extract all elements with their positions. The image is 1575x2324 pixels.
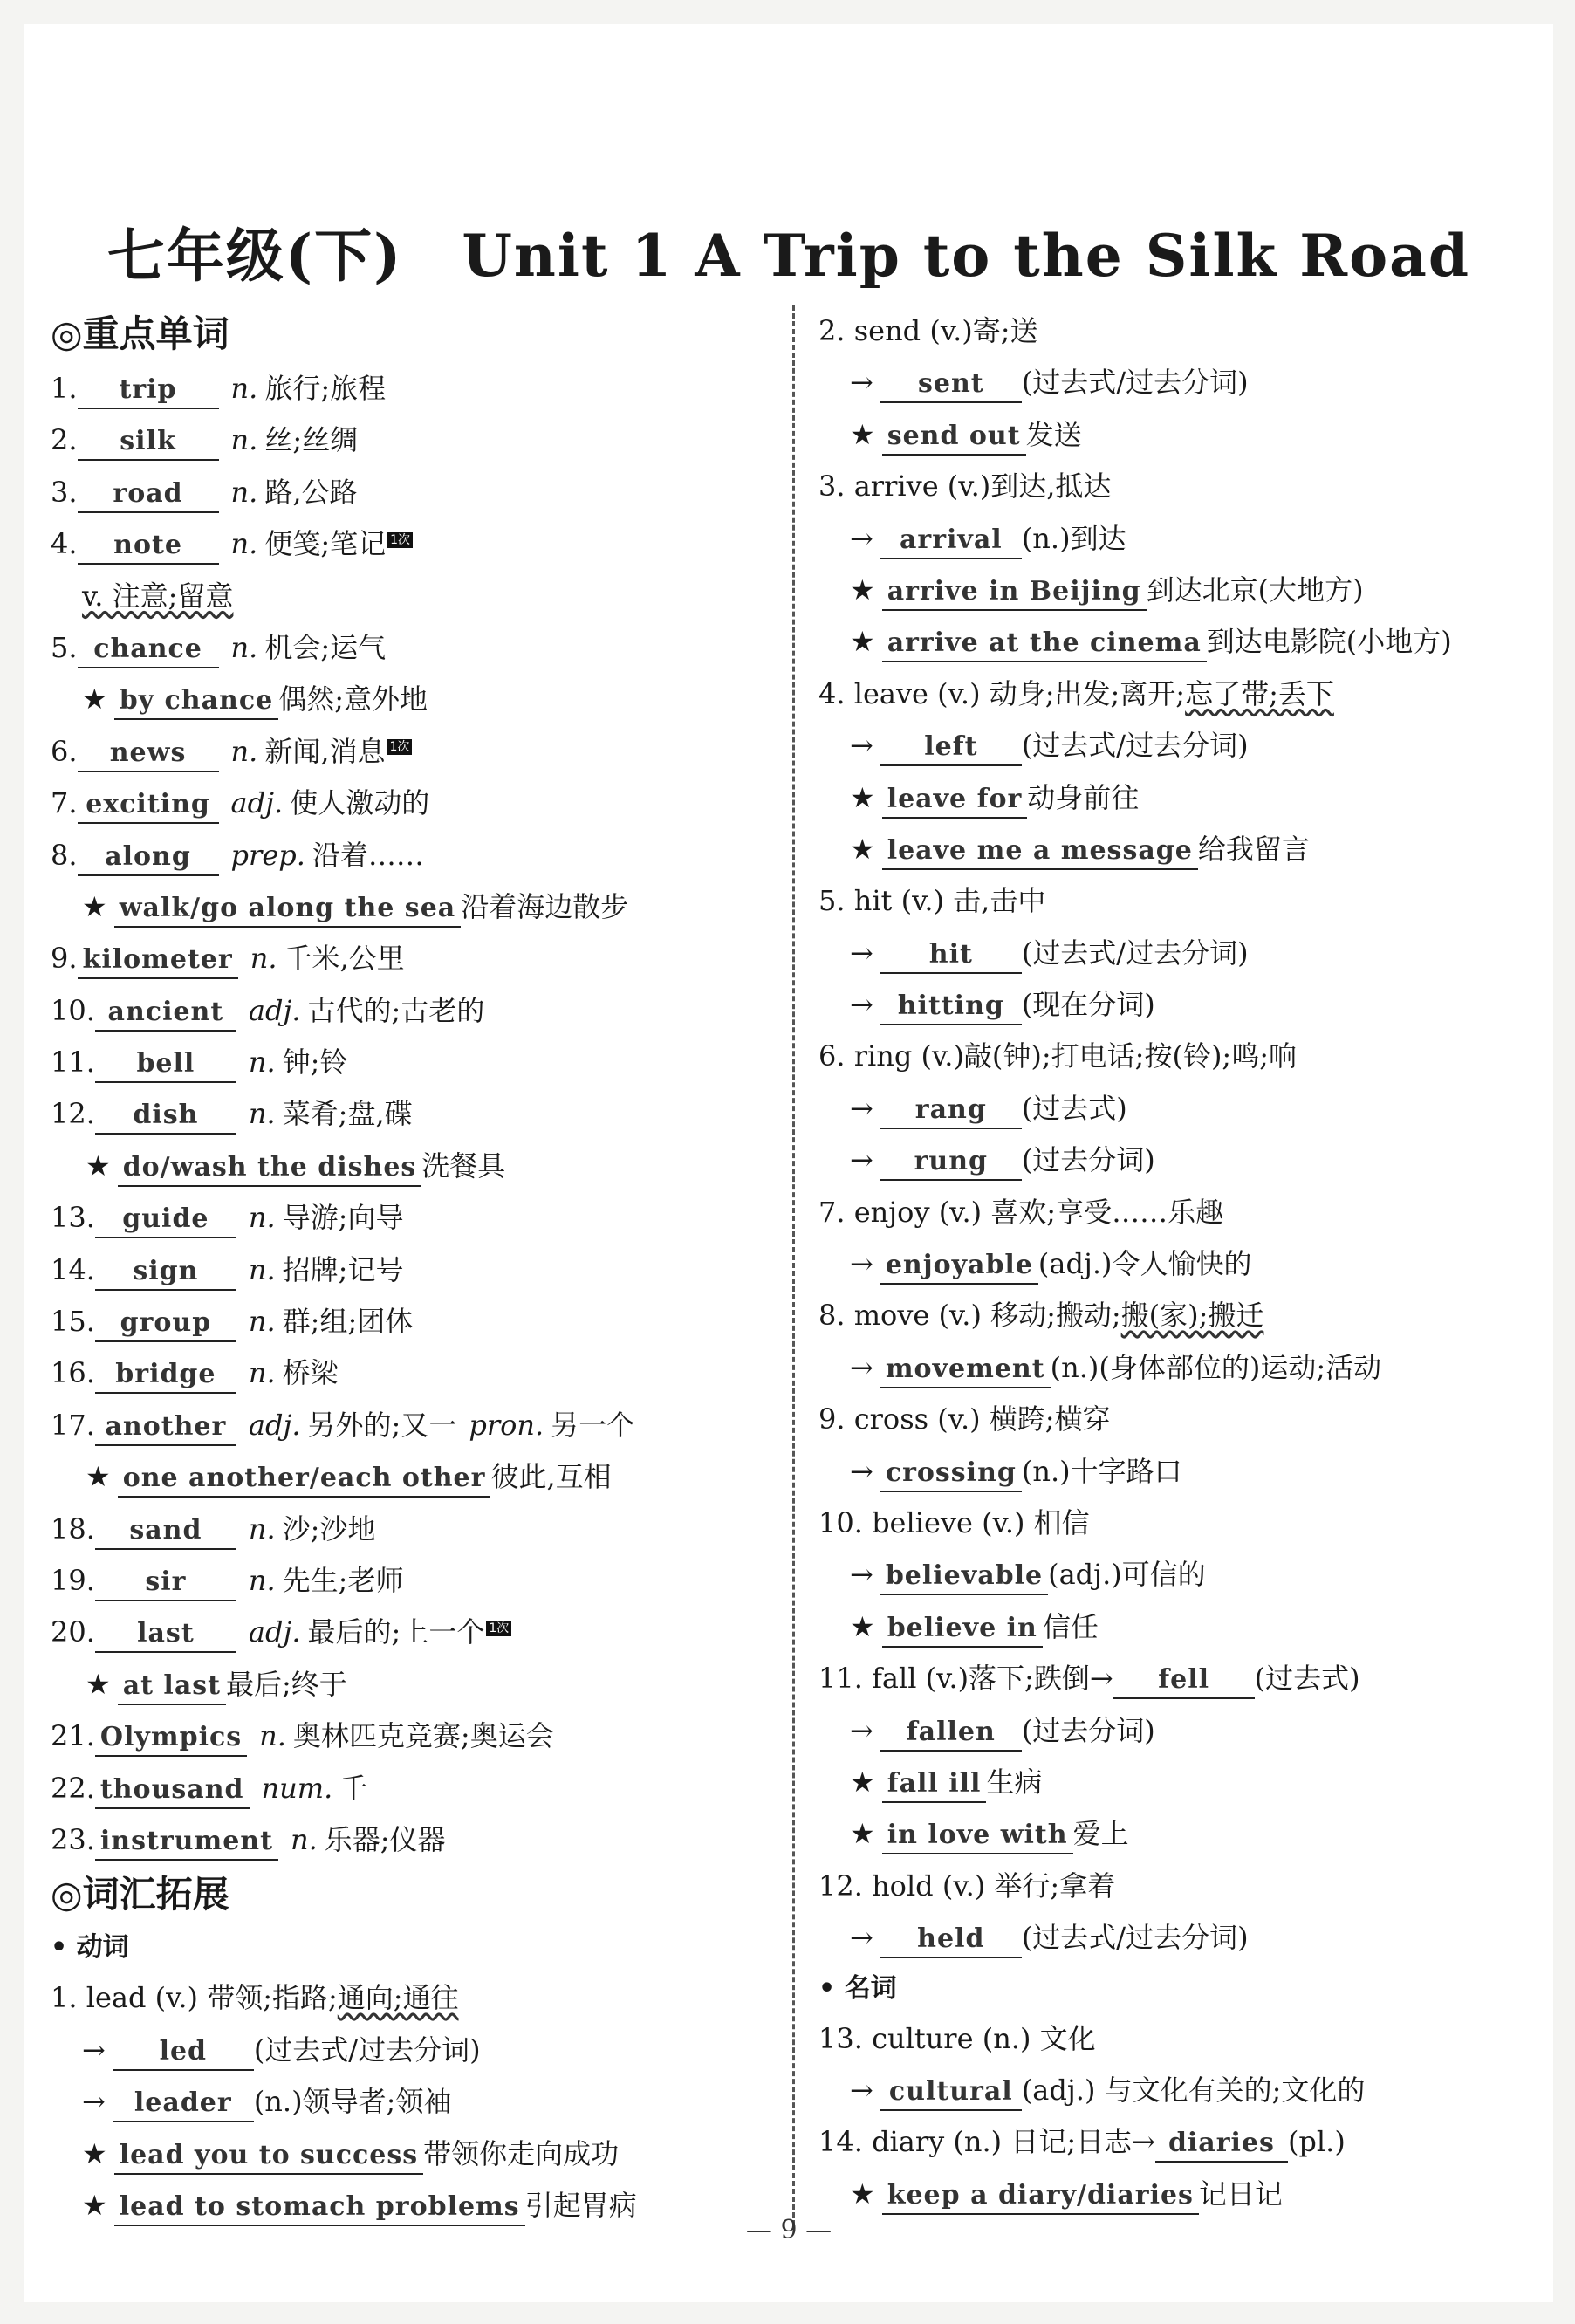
derivation-row: → arrival (n.)到达 (818, 513, 1517, 565)
star-icon: ★ (82, 2188, 107, 2222)
phrase-row: ★ in love with 爱上 (818, 1808, 1517, 1860)
verb-head: 11. fall (v.)落下;跌倒→ fell (过去式) (818, 1653, 1517, 1704)
phrase-row: ★ fall ill 生病 (818, 1757, 1517, 1808)
answer-blank: rang (880, 1093, 1022, 1129)
verb-head: 12. hold (v.) 举行;拿着 (818, 1868, 1116, 1902)
answer-blank: enjoyable (880, 1248, 1038, 1285)
answer-blank: believable (880, 1559, 1048, 1595)
arrow-icon: → (850, 988, 873, 1022)
section-key-words: ◎重点单词 (51, 312, 229, 355)
answer-blank: another (95, 1409, 236, 1446)
word-row: 14. sign n. 招牌;记号 (51, 1244, 766, 1296)
arrow-icon: → (850, 729, 873, 763)
phrase-row: ★ do/wash the dishes 洗餐具 (51, 1141, 766, 1192)
worksheet-page (24, 24, 1553, 2302)
answer-blank: movement (880, 1352, 1051, 1388)
subsection-verbs: • 动词 (51, 1932, 129, 1964)
word-row: 21. Olympics n. 奥林匹克竞赛;奥运会 (51, 1710, 766, 1762)
star-icon: ★ (850, 1817, 875, 1851)
arrow-icon: → (850, 1247, 873, 1281)
verb-head: 10. believe (v.) 相信 (818, 1505, 1090, 1539)
verb-head: 3. arrive (v.)到达,抵达 (818, 470, 1112, 504)
star-icon: ★ (850, 780, 875, 814)
section-vocab-ext: ◎词汇拓展 (51, 1873, 229, 1916)
answer-blank: fallen (880, 1715, 1022, 1752)
answer-blank: arrive at the cinema (882, 626, 1207, 662)
verb-head: 2. send (v.)寄;送 (818, 314, 1038, 347)
page-title: 七年级(下) Unit 1 A Trip to the Silk Road (106, 222, 1471, 290)
derivation-row: → enjoyable (adj.)令人愉快的 (818, 1238, 1517, 1290)
answer-blank: fall ill (882, 1766, 987, 1803)
word-row: 12. dish n. 菜肴;盘,碟 (51, 1088, 766, 1140)
star-icon: ★ (850, 2177, 875, 2211)
word-row: 23. instrument n. 乐器;仪器 (51, 1814, 766, 1866)
answer-blank: road (78, 476, 219, 513)
answer-blank: along (78, 840, 219, 876)
answer-blank: left (880, 730, 1022, 766)
answer-blank: group (95, 1306, 236, 1342)
word-row: 4. note n. 便笺;笔记 1次 (51, 518, 766, 570)
phrase-row: ★ believe in 信任 (818, 1601, 1517, 1653)
noun-head: 13. culture (n.) 文化 (818, 2021, 1096, 2055)
phrase-row: ★ walk/go along the sea 沿着海边散步 (51, 881, 766, 933)
arrow-icon: → (850, 1713, 873, 1747)
word-row: 9. kilometer n. 千米,公里 (51, 933, 766, 984)
derivation-row: → held (过去式/过去分词) (818, 1912, 1517, 1964)
verb-head: 7. enjoy (v.) 喜欢;享受……乐趣 (818, 1195, 1224, 1229)
answer-blank: do/wash the dishes (118, 1150, 422, 1187)
derivation-row: → movement (n.)(身体部位的)运动;活动 (818, 1342, 1517, 1394)
derivation-row: → left (过去式/过去分词) (818, 720, 1517, 771)
answer-blank: leave for (882, 782, 1028, 819)
derivation-row: → rang (过去式) (818, 1083, 1517, 1135)
answer-blank: at last (118, 1669, 226, 1705)
star-icon: ★ (850, 1765, 875, 1799)
column-divider (792, 305, 795, 2225)
answer-blank: by chance (114, 683, 279, 720)
word-row: 6. news n. 新闻,消息 1次 (51, 726, 766, 778)
answer-blank: sign (95, 1254, 236, 1291)
derivation-row: → hit (过去式/过去分词) (818, 928, 1517, 979)
derivation-row: → leader (n.)领导者;领袖 (51, 2076, 766, 2128)
answer-blank: fell (1113, 1662, 1255, 1699)
word-row: 16. bridge n. 桥梁 (51, 1347, 766, 1399)
answer-blank: led (113, 2034, 254, 2071)
frequency-badge: 1次 (387, 532, 413, 548)
answer-blank: trip (78, 373, 219, 409)
arrow-icon: → (82, 2033, 106, 2067)
star-icon: ★ (850, 417, 875, 451)
answer-blank: keep a diary/diaries (882, 2178, 1199, 2215)
star-icon: ★ (82, 2136, 107, 2170)
star-icon: ★ (82, 682, 107, 716)
answer-blank: guide (95, 1202, 236, 1238)
phrase-row: ★ send out 发送 (818, 409, 1517, 461)
word-row: 10. ancient adj. 古代的;古老的 (51, 985, 766, 1037)
word-row: 17. another adj. 另外的;又一 pron. 另一个 (51, 1400, 766, 1451)
arrow-icon: → (850, 521, 873, 555)
frequency-badge: 1次 (387, 739, 413, 755)
answer-blank: sir (95, 1565, 236, 1601)
word-row: 8. along prep. 沿着…… (51, 830, 766, 881)
noun-head: 14. diary (n.) 日记;日志→ diaries (pl.) (818, 2116, 1517, 2168)
derivation-row: → cultural (adj.) 与文化有关的;文化的 (818, 2065, 1517, 2116)
arrow-icon: → (850, 1921, 873, 1955)
right-column (818, 305, 1517, 2220)
answer-blank: kilometer (78, 943, 238, 979)
arrow-icon: → (850, 1143, 873, 1177)
answer-blank: silk (78, 424, 219, 461)
verb-head: 4. leave (v.) 动身;出发;离开;忘了带;丢下 (818, 676, 1334, 710)
star-icon: ★ (850, 1609, 875, 1643)
answer-blank: crossing (880, 1456, 1022, 1492)
answer-blank: dish (95, 1098, 236, 1135)
phrase-row: ★ arrive in Beijing 到达北京(大地方) (818, 565, 1517, 616)
left-column (51, 305, 766, 2231)
answer-blank: thousand (95, 1772, 250, 1809)
word-row: 20. last adj. 最后的;上一个 1次 (51, 1607, 766, 1658)
derivation-row: → fallen (过去分词) (818, 1705, 1517, 1757)
arrow-icon: → (82, 2085, 106, 2119)
phrase-row: ★ lead you to success 带领你走向成功 (51, 2129, 766, 2180)
answer-blank: believe in (882, 1611, 1043, 1648)
answer-blank: exciting (78, 787, 219, 824)
answer-blank: bridge (95, 1357, 236, 1394)
verb-head: 5. hit (v.) 击,击中 (818, 884, 1046, 918)
phrase-row: ★ leave for 动身前往 (818, 772, 1517, 824)
word-row: 2. silk n. 丝;丝绸 (51, 415, 766, 466)
star-icon: ★ (82, 889, 107, 923)
word-row: 22. thousand num. 千 (51, 1763, 766, 1814)
answer-blank: leader (113, 2086, 254, 2122)
arrow-icon: → (850, 1454, 873, 1488)
answer-blank: lead to stomach problems (114, 2190, 525, 2226)
arrow-icon: → (850, 1558, 873, 1592)
answer-blank: diaries (1155, 2126, 1288, 2163)
phrase-row: ★ by chance 偶然;意外地 (51, 674, 766, 725)
derivation-row: → led (过去式/过去分词) (51, 2025, 766, 2076)
answer-blank: rung (880, 1144, 1022, 1181)
star-icon: ★ (850, 832, 875, 866)
answer-blank: hitting (880, 989, 1022, 1025)
word-row: 11. bell n. 钟;铃 (51, 1037, 766, 1088)
answer-blank: in love with (882, 1818, 1073, 1854)
derivation-row: → believable (adj.)可信的 (818, 1549, 1517, 1601)
derivation-row: → sent (过去式/过去分词) (818, 357, 1517, 408)
page-number: — 9 — (745, 2215, 832, 2245)
word-row: 13. guide n. 导游;向导 (51, 1192, 766, 1244)
star-icon: ★ (850, 625, 875, 659)
answer-blank: send out (882, 419, 1026, 456)
answer-blank: cultural (880, 2074, 1022, 2111)
phrase-row: ★ arrive at the cinema 到达电影院(小地方) (818, 616, 1517, 668)
word-row: 19. sir n. 先生;老师 (51, 1555, 766, 1607)
answer-blank: ancient (95, 995, 236, 1032)
answer-blank: lead you to success (114, 2138, 423, 2175)
derivation-row: → rung (过去分词) (818, 1135, 1517, 1186)
phrase-row: ★ at last 最后;终于 (51, 1659, 766, 1710)
verb-head: 8. move (v.) 移动;搬动;搬(家);搬迁 (818, 1299, 1264, 1333)
arrow-icon: → (850, 1091, 873, 1125)
word-row: 1. trip n. 旅行;旅程 (51, 363, 766, 415)
word-row: 18. sand n. 沙;沙地 (51, 1504, 766, 1555)
answer-blank: hit (880, 937, 1022, 974)
answer-blank: leave me a message (882, 833, 1198, 870)
star-icon: ★ (86, 1667, 111, 1701)
answer-blank: bell (95, 1046, 236, 1083)
subsection-nouns: • 名词 (818, 1972, 897, 2004)
answer-blank: instrument (95, 1824, 278, 1861)
answer-blank: arrive in Beijing (882, 574, 1147, 611)
phrase-row: ★ one another/each other 彼此,互相 (51, 1451, 766, 1503)
arrow-icon: → (850, 1350, 873, 1384)
answer-blank: arrival (880, 523, 1022, 559)
phrase-row: ★ leave me a message 给我留言 (818, 824, 1517, 875)
arrow-icon: → (850, 936, 873, 970)
answer-blank: news (78, 736, 219, 772)
verb-head: 1. lead (v.) 带领;指路;通向;通往 (51, 1981, 459, 2015)
answer-blank: one another/each other (118, 1461, 491, 1498)
arrow-icon: → (850, 366, 873, 400)
answer-blank: held (880, 1922, 1022, 1958)
phrase-row: ★ keep a diary/diaries 记日记 (818, 2169, 1517, 2220)
phrase-row: ★ lead to stomach problems 引起胃病 (51, 2180, 766, 2231)
answer-blank: note (78, 528, 219, 565)
frequency-badge: 1次 (486, 1621, 511, 1636)
verb-head: 9. cross (v.) 横跨;横穿 (818, 1402, 1111, 1436)
verb-head: 6. ring (v.)敲(钟);打电话;按(铃);鸣;响 (818, 1039, 1297, 1073)
derivation-row: → hitting (现在分词) (818, 979, 1517, 1031)
word-extra: v. 注意;留意 (82, 579, 234, 613)
arrow-icon: → (850, 2073, 873, 2107)
answer-blank: Olympics (95, 1720, 247, 1757)
answer-blank: walk/go along the sea (114, 891, 462, 928)
star-icon: ★ (86, 1148, 111, 1183)
word-row: 15. group n. 群;组;团体 (51, 1296, 766, 1347)
answer-blank: last (95, 1616, 236, 1653)
word-row: 7. exciting adj. 使人激动的 (51, 778, 766, 829)
answer-blank: sand (95, 1513, 236, 1550)
derivation-row: → crossing (n.)十字路口 (818, 1446, 1517, 1498)
word-row: 3. road n. 路,公路 (51, 467, 766, 518)
answer-blank: chance (78, 632, 219, 668)
word-row: 5. chance n. 机会;运气 (51, 622, 766, 674)
star-icon: ★ (86, 1460, 111, 1494)
answer-blank: sent (880, 367, 1022, 403)
star-icon: ★ (850, 572, 875, 607)
